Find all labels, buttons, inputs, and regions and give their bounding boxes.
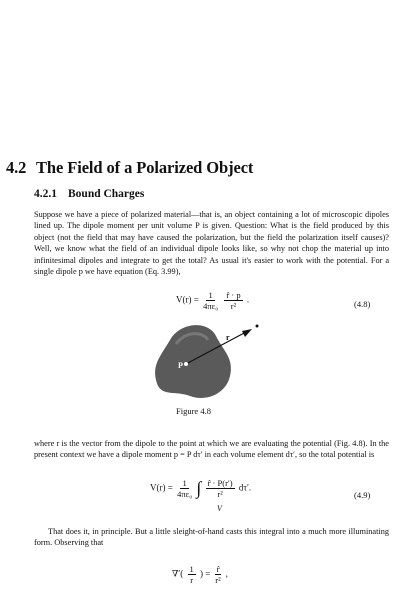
figure-label-p: P (178, 361, 183, 370)
figure-caption: Figure 4.8 (176, 406, 211, 416)
arrow-head-icon (242, 329, 252, 337)
eq48-lhs: V(r) = (176, 294, 199, 305)
section-number: 4.2 (6, 158, 27, 177)
eq49-number: (4.9) (354, 490, 371, 500)
eq49-den2: r² (217, 489, 223, 499)
eq48-frac2 (224, 290, 242, 311)
paragraph-2: where r is the vector from the dipole to the point at which we are evaluating the potential (Fig. 4.8). In the present context we have a dipole moment p = P dτ′ in each volume element dτ′, so the total potential is (34, 439, 389, 460)
eq48-tail: . (246, 294, 250, 305)
figure-4-8 (150, 318, 270, 402)
eqlast-num2: r̂ (216, 564, 220, 574)
eq49-tail: dτ′. (238, 482, 252, 493)
eq49-den1: 4πε₀ (177, 489, 193, 499)
eq48-den2: r² (230, 301, 237, 311)
eq49-num2: r̂ · P(r′) (207, 478, 233, 488)
paragraph-3: That does it, in principle. But a little sleight-of-hand casts this integral into a much more illuminating form. Observing that (34, 527, 389, 548)
eqlast-lhs: ∇′( (172, 568, 184, 579)
polarized-object-blob (155, 325, 231, 398)
eqlast-den1: r (190, 575, 194, 585)
eq49-frac1 (177, 478, 192, 499)
section-title-text: The Field of a Polarized Object (36, 158, 254, 177)
integral-sign: ∫ (196, 478, 202, 498)
equation-4-9 (150, 478, 251, 499)
equation-4-8 (176, 290, 249, 311)
eq48-num1: 1 (208, 290, 213, 300)
eq48-frac1 (203, 290, 218, 311)
section-title (6, 158, 253, 178)
eqlast-frac1 (188, 564, 196, 585)
subsection-title (34, 188, 144, 200)
subsection-number: 4.2.1 (34, 188, 57, 200)
eqlast-frac2 (215, 564, 222, 585)
field-point (256, 325, 259, 328)
eq48-den1: 4πε₀ (203, 301, 219, 311)
eq49-lhs: V(r) = (150, 482, 173, 493)
eqlast-den2: r² (215, 575, 221, 585)
eqlast-num1: 1 (189, 564, 194, 574)
figure-label-r: r (226, 333, 230, 342)
eq48-number: (4.8) (354, 299, 371, 309)
eq49-num1: 1 (182, 478, 187, 488)
paragraph-1: Suppose we have a piece of polarized material—that is, an object containing a lot of microscopic dipoles lined up. The dipole moment per unit volume P is given. Question: What is the field produced by this object (not the field that may have caused the polarization, but the field the polarization itself causes)? Well, we know what the field of an individual dipole looks like, so why not chop the material up into infinitesimal dipoles and integrate to get the total? As usual it's easier to work with the potential. For a single dipole p we have equation (Eq. 3.99), (34, 210, 389, 277)
dipole-point (184, 362, 188, 366)
eq49-frac2 (206, 478, 235, 499)
eqlast-tail: , (225, 568, 228, 579)
equation-gradient (172, 564, 228, 585)
eq48-num2: r̂ · p (226, 290, 241, 300)
eqlast-mid: ) = (200, 568, 211, 579)
integral-domain-v: V (217, 504, 222, 513)
subsection-title-text: Bound Charges (68, 188, 145, 200)
